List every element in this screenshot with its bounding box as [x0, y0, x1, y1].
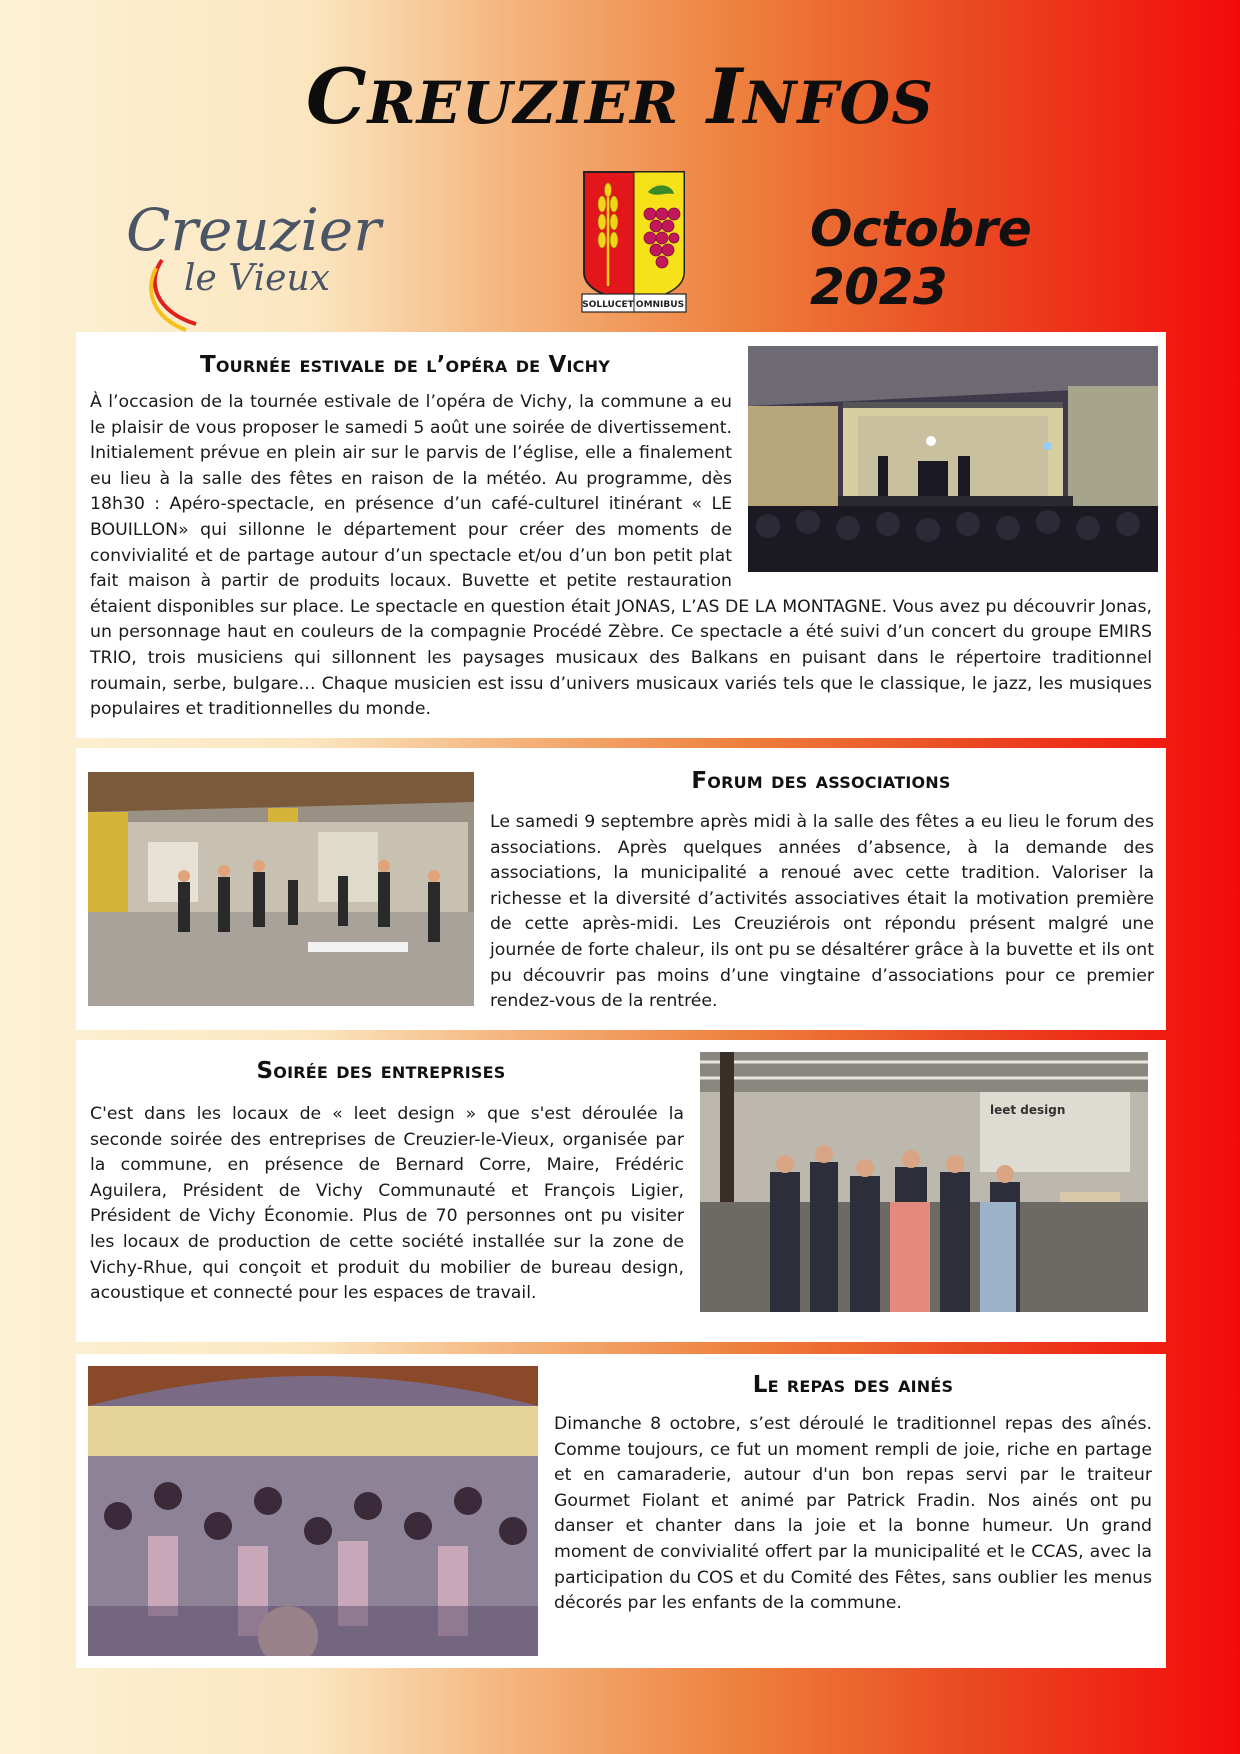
- article-associations-forum: [76, 748, 1166, 1030]
- edition-date: Octobre 2023: [810, 200, 1032, 316]
- article-title: Forum des associations: [691, 768, 951, 794]
- article-title: Le repas des ainés: [752, 1372, 954, 1398]
- title-rest-1: REUZIER: [367, 69, 680, 137]
- article-body-layout: [90, 390, 1152, 723]
- article-title: Soirée des entreprises: [256, 1058, 506, 1084]
- title-cap-2: I: [706, 52, 744, 141]
- town-logo: [126, 172, 386, 332]
- article-text: À l’occasion de la tournée estivale de l’opéra de Vichy, la commune a eu le plaisir de vous proposer le samedi 5 août une soirée de divertissement. Initialement prévue en plein air sur le parvis de l’église, elle a finalement eu lieu à la salle des fêtes en raison de la météo. Au programme, dès 18h30 : Apéro-spectacle, en présence d’un café-culturel itinérant « LE BOUILLON» qui sillonne le département pour créer des moments de convivialité et de partage autour d’un spectacle et/ou d’un bon petit plat fait maison à partir de produits locaux. Buvette et petite restauration étaient disponibles sur place. Le spectacle en question était JONAS, L’AS DE LA MONTAGNE. Vous avez pu découvrir Jonas, un personnage haut en couleurs de la compagnie Procédé Zèbre. Ce spectacle a été suivi d’un concert du groupe EMIRS TRIO, trois musiciens qui sillonnent les paysages musicaux des Balkans en puisant dans le répertoire traditionnel roumain, serbe, bulgare… Chaque musicien est issu d’univers musicaux variés tels que le classique, le jazz, les musiques populaires et traditionnelles du monde.: [90, 392, 1152, 720]
- article-body: Dimanche 8 octobre, s’est déroulé le traditionnel repas des aînés. Comme toujours, ce fut un moment rempli de joie, riche en partage et en camaraderie, autour d'un bon repas servi par le traiteur Gourmet Fiolant et animé par Patrick Fradin. Nos ainés ont pu danser et chanter dans la joie et la bonne humeur. Un grand moment de convivialité offert par la municipalité et le CCAS, avec la participation du COS et du Comité des Fêtes, sans oublier les menus décorés par les enfants de la commune.: [554, 1414, 1152, 1614]
- association-forum-photo: [88, 772, 474, 1006]
- crest-motto-left: SOLLUCET: [582, 300, 634, 310]
- title-cap-1: C: [305, 52, 368, 141]
- town-logo-line1: Creuzier: [126, 196, 381, 264]
- newsletter-title: [0, 52, 1240, 141]
- article-body: Le samedi 9 septembre après midi à la salle des fêtes a eu lieu le forum des associations. Après quelques années d’absence, à la demande des associations, la municipalité a renoué avec cette tradition. Valoriser la richesse et la diversité d’activités associatives était la motivation première de cette après-midi. Les Creuziérois ont répondu présent malgré une journée de forte chaleur, ils ont pu se désaltérer grâce à la buvette et ils ont pu découvrir pas moins d’une vingtaine d’associations pour ce premier rendez-vous de la rentrée.: [490, 812, 1154, 1012]
- town-logo-line2: le Vieux: [184, 258, 330, 299]
- article-seniors-meal: [76, 1354, 1166, 1668]
- seniors-meal-photo: [88, 1366, 538, 1656]
- article-body: C'est dans les locaux de « leet design » que s'est déroulée la seconde soirée des entreprises de Creuzier-le-Vieux, organisée par la commune, en présence de Bernard Corre, Maire, Frédéric Aguilera, Président de Vichy Communauté et François Ligier, Président de Vichy Économie. Plus de 70 personnes ont pu visiter les locaux de production de cette société installée sur la zone de Vichy-Rhue, qui conçoit et produit du mobilier de bureau design, acoustique et connecté pour les espaces de travail.: [90, 1104, 684, 1304]
- company-evening-photo: [700, 1052, 1148, 1312]
- article-business-evening: [76, 1040, 1166, 1342]
- article-title: Tournée estivale de l’opéra de Vichy: [199, 352, 610, 378]
- crest-logo: [580, 168, 688, 316]
- title-rest-2: NFOS: [743, 69, 934, 137]
- article-opera-tour: [76, 332, 1166, 738]
- crest-motto-right: OMNIBUS: [635, 300, 685, 310]
- photo-sign-text: leet design: [990, 1103, 1066, 1117]
